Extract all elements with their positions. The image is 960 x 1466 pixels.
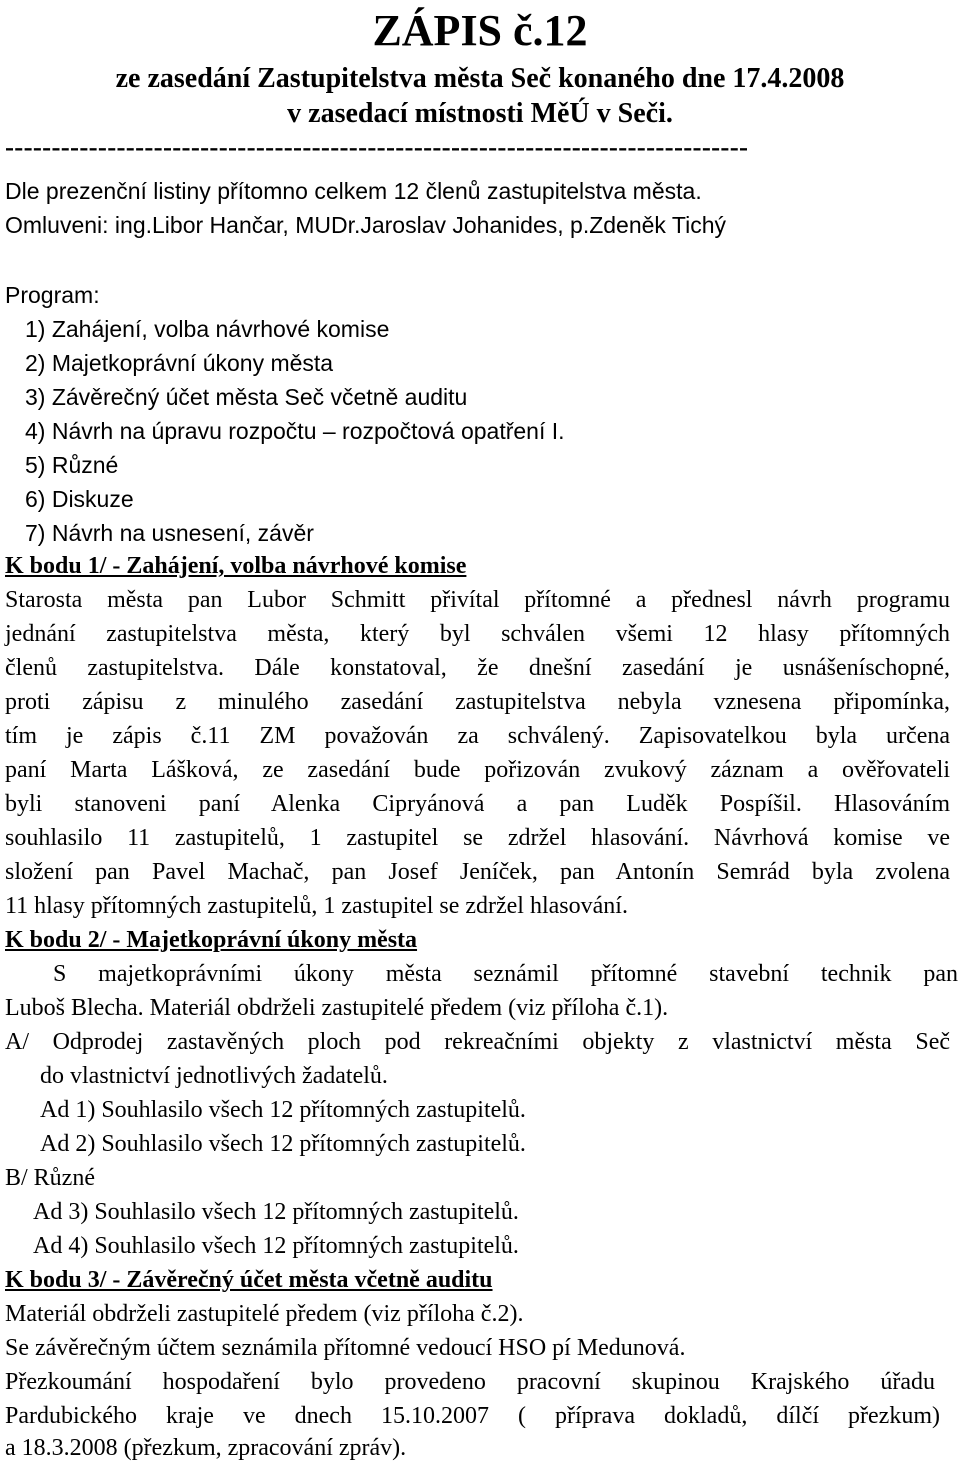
program-item: 3) Závěrečný účet města Seč včetně auditu bbox=[25, 384, 468, 410]
section2-line: A/ Odprodej zastavěných ploch pod rekreačními objekty z vlastnictví města Seč bbox=[5, 1029, 950, 1055]
program-item: 2) Majetkoprávní úkony města bbox=[25, 350, 334, 376]
section2-line: Ad 1) Souhlasilo všech 12 přítomných zastupitelů. bbox=[40, 1097, 526, 1123]
program-item: 6) Diskuze bbox=[25, 486, 134, 512]
attendance-excused: Omluveni: ing.Libor Hančar, MUDr.Jaroslav Johanides, p.Zdeněk Tichý bbox=[5, 212, 726, 238]
program-item: 1) Zahájení, volba návrhové komise bbox=[25, 316, 390, 342]
section1-line: složení pan Pavel Machač, pan Josef Jeníček, pan Antonín Semrád byla zvolena bbox=[5, 859, 950, 885]
program-label: Program: bbox=[5, 282, 100, 308]
document-subtitle-line1: ze zasedání Zastupitelstva města Seč konaného dne 17.4.2008 bbox=[115, 63, 845, 94]
section2-line: S majetkoprávními úkony města seznámil přítomné stavební technik pan bbox=[53, 961, 958, 987]
section2-line: Ad 3) Souhlasilo všech 12 přítomných zastupitelů. bbox=[33, 1199, 519, 1225]
program-item: 7) Návrh na usnesení, závěr bbox=[25, 520, 314, 546]
section3-line: a 18.3.2008 (přezkum, zpracování zpráv). bbox=[5, 1435, 407, 1461]
section2-line: B/ Různé bbox=[5, 1165, 95, 1191]
section1-line: členů zastupitelstva. Dále konstatoval, že dnešní zasedání je usnášeníschopné, bbox=[5, 655, 950, 681]
attendance-present: Dle prezenční listiny přítomno celkem 12 členů zastupitelstva města. bbox=[5, 178, 702, 204]
section3-heading: K bodu 3/ - Závěrečný účet města včetně auditu bbox=[5, 1267, 493, 1293]
section2-heading: K bodu 2/ - Majetkoprávní úkony města bbox=[5, 927, 418, 953]
section1-line: tím je zápis č.11 ZM považován za schválený. Zapisovatelkou byla určena bbox=[5, 723, 950, 749]
section2-line: do vlastnictví jednotlivých žadatelů. bbox=[40, 1063, 388, 1089]
section1-line: jednání zastupitelstva města, který byl schválen všemi 12 hlasy přítomných bbox=[5, 621, 950, 647]
section1-heading: K bodu 1/ - Zahájení, volba návrhové komise bbox=[5, 553, 467, 579]
section2-line: Ad 2) Souhlasilo všech 12 přítomných zastupitelů. bbox=[40, 1131, 526, 1157]
document-title: ZÁPIS č.12 bbox=[372, 6, 588, 55]
section2-line: Ad 4) Souhlasilo všech 12 přítomných zastupitelů. bbox=[33, 1233, 519, 1259]
section1-line: paní Marta Lášková, ze zasedání bude pořizován zvukový záznam a ověřovateli bbox=[5, 757, 950, 783]
section1-line: 11 hlasy přítomných zastupitelů, 1 zastupitel se zdržel hlasování. bbox=[5, 893, 628, 919]
document-subtitle-line2: v zasedací místnosti MěÚ v Seči. bbox=[287, 98, 673, 129]
section3-line: Přezkoumání hospodaření bylo provedeno pracovní skupinou Krajského úřadu bbox=[5, 1369, 935, 1395]
program-item: 4) Návrh na úpravu rozpočtu – rozpočtová opatření I. bbox=[25, 418, 565, 444]
section3-line: Pardubického kraje ve dnech 15.10.2007 ( příprava dokladů, dílčí přezkum) bbox=[5, 1403, 940, 1429]
section1-line: byli stanoveni paní Alenka Cipryánová a pan Luděk Pospíšil. Hlasováním bbox=[5, 791, 950, 817]
section3-line: Se závěrečným účtem seznámila přítomné vedoucí HSO pí Medunová. bbox=[5, 1335, 686, 1361]
section3-line: Materiál obdrželi zastupitelé předem (viz příloha č.2). bbox=[5, 1301, 524, 1327]
section1-line: proti zápisu z minulého zasedání zastupitelstva nebyla vznesena připomínka, bbox=[5, 689, 950, 715]
section2-line: Luboš Blecha. Materiál obdrželi zastupitelé předem (viz příloha č.1). bbox=[5, 995, 669, 1021]
separator-line: -------------------------------------------------------------------------------- bbox=[5, 133, 749, 161]
section1-line: souhlasilo 11 zastupitelů, 1 zastupitel se zdržel hlasování. Návrhová komise ve bbox=[5, 825, 950, 851]
section1-line: Starosta města pan Lubor Schmitt přivítal přítomné a přednesl návrh programu bbox=[5, 587, 950, 613]
program-item: 5) Různé bbox=[25, 452, 119, 478]
